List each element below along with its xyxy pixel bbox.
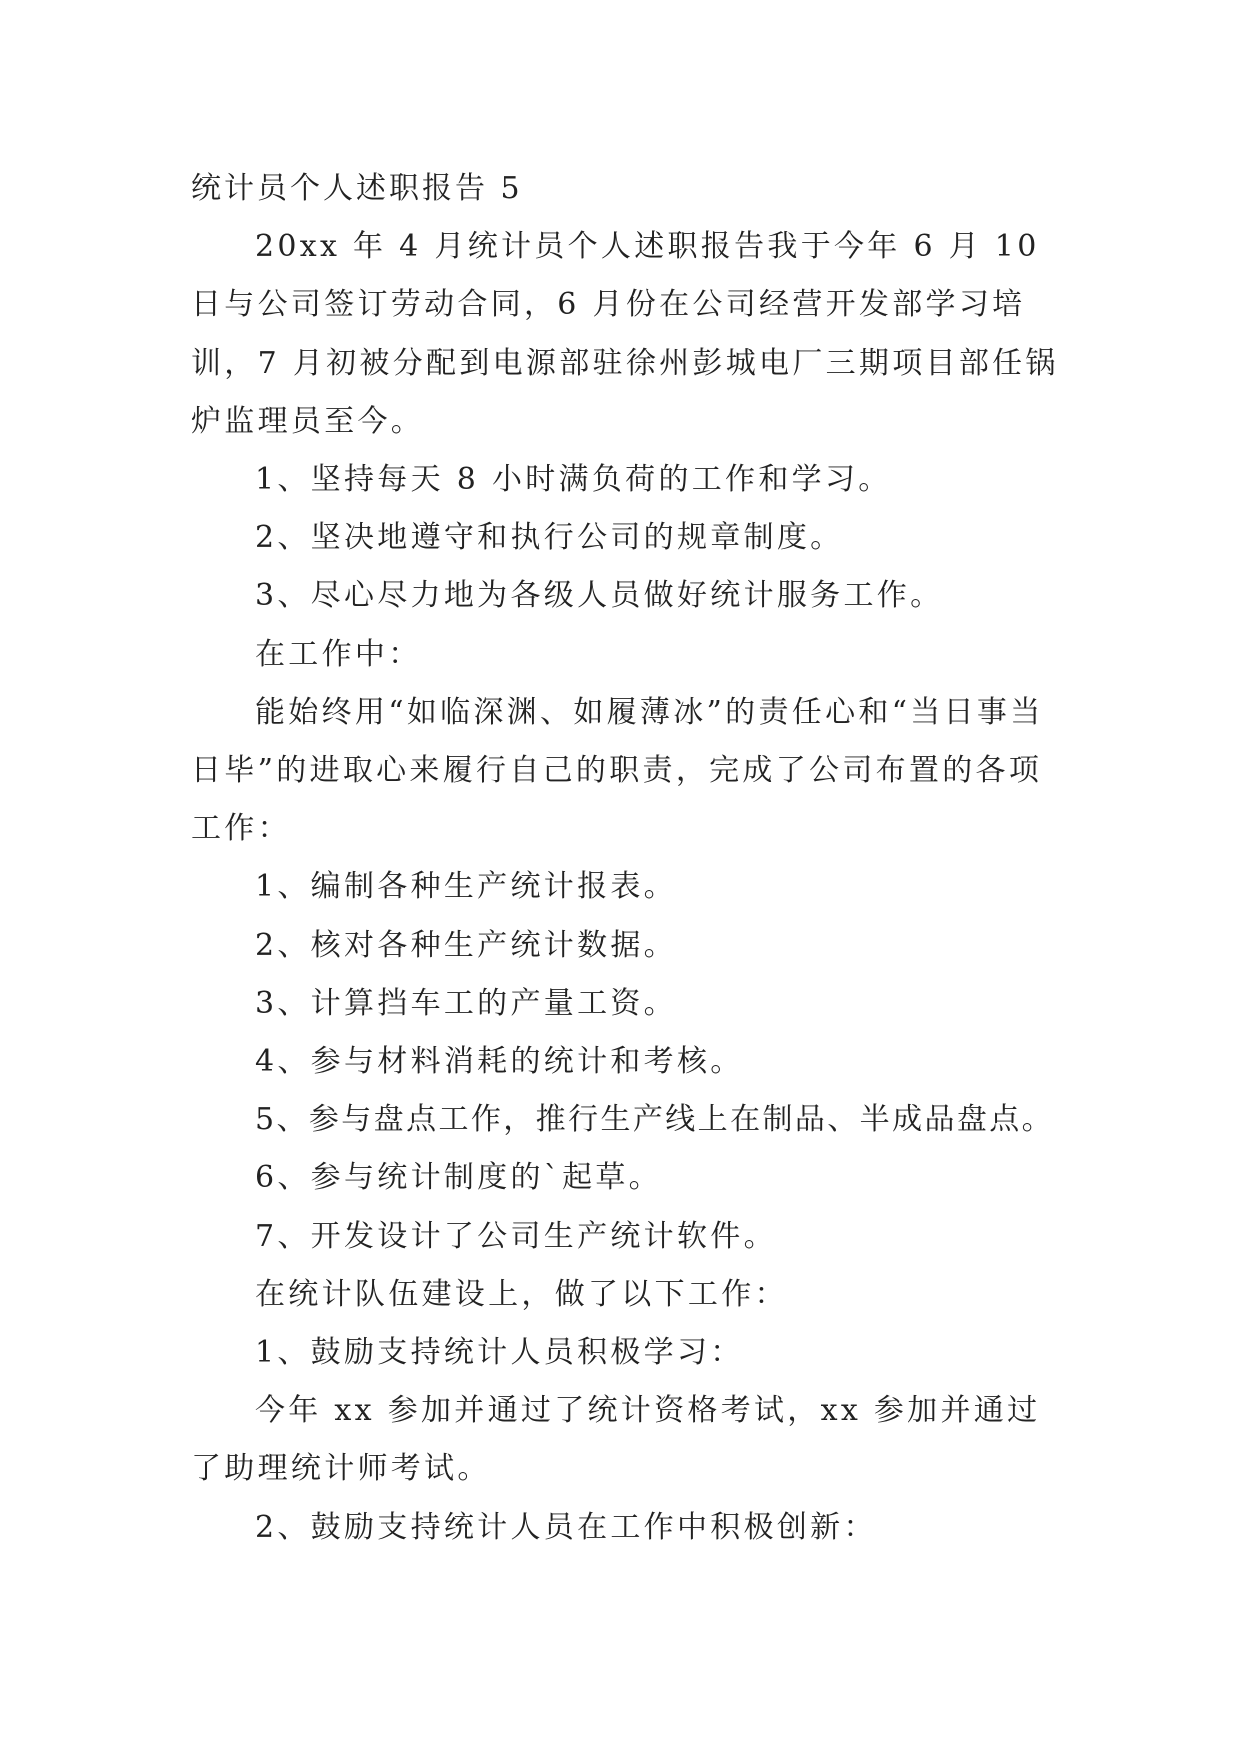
work-item-3: 3、计算挡车工的产量工资。: [255, 985, 677, 1021]
work-item-4: 4、参与材料消耗的统计和考核。: [255, 1044, 744, 1080]
work-heading: 在工作中：: [255, 636, 422, 672]
team-item-1: 1、鼓励支持统计人员积极学习：: [255, 1335, 744, 1371]
work-item-2: 2、核对各种生产统计数据。: [255, 927, 677, 963]
team-item-2: 2、鼓励支持统计人员在工作中积极创新：: [255, 1509, 877, 1545]
duty-item-3: 3、尽心尽力地为各级人员做好统计服务工作。: [255, 578, 944, 614]
duty-item-2: 2、坚决地遵守和执行公司的规章制度。: [255, 520, 844, 556]
duty-item-1: 1、坚持每天 8 小时满负荷的工作和学习。: [255, 462, 892, 498]
team-heading: 在统计队伍建设上，做了以下工作：: [255, 1276, 788, 1312]
intro-paragraph: 20xx 年 4 月统计员个人述职报告我于今年 6 月 10 日与公司签订劳动合同，6 月份在公司经营开发部学习培训，7 月初被分配到电源部驻徐州彭城电厂三期项目部任锅炉监理员至今。: [191, 229, 1059, 439]
work-item-7: 7、开发设计了公司生产统计软件。: [255, 1218, 777, 1254]
work-item-5: 5、参与盘点工作，推行生产线上在制品、半成品盘点。: [255, 1102, 1055, 1138]
document-body: [191, 160, 1071, 1557]
work-intro-paragraph: 能始终用“如临深渊、如履薄冰”的责任心和“当日事当日毕”的进取心来履行自己的职责，完成了公司布置的各项工作：: [191, 694, 1044, 847]
team-item-1-detail: 今年 xx 参加并通过了统计资格考试，xx 参加并通过了助理统计师考试。: [191, 1393, 1041, 1487]
work-item-1: 1、编制各种生产统计报表。: [255, 869, 677, 905]
document-title: 统计员个人述职报告 5: [191, 171, 523, 206]
work-item-6: 6、参与统计制度的`起草。: [255, 1160, 662, 1196]
